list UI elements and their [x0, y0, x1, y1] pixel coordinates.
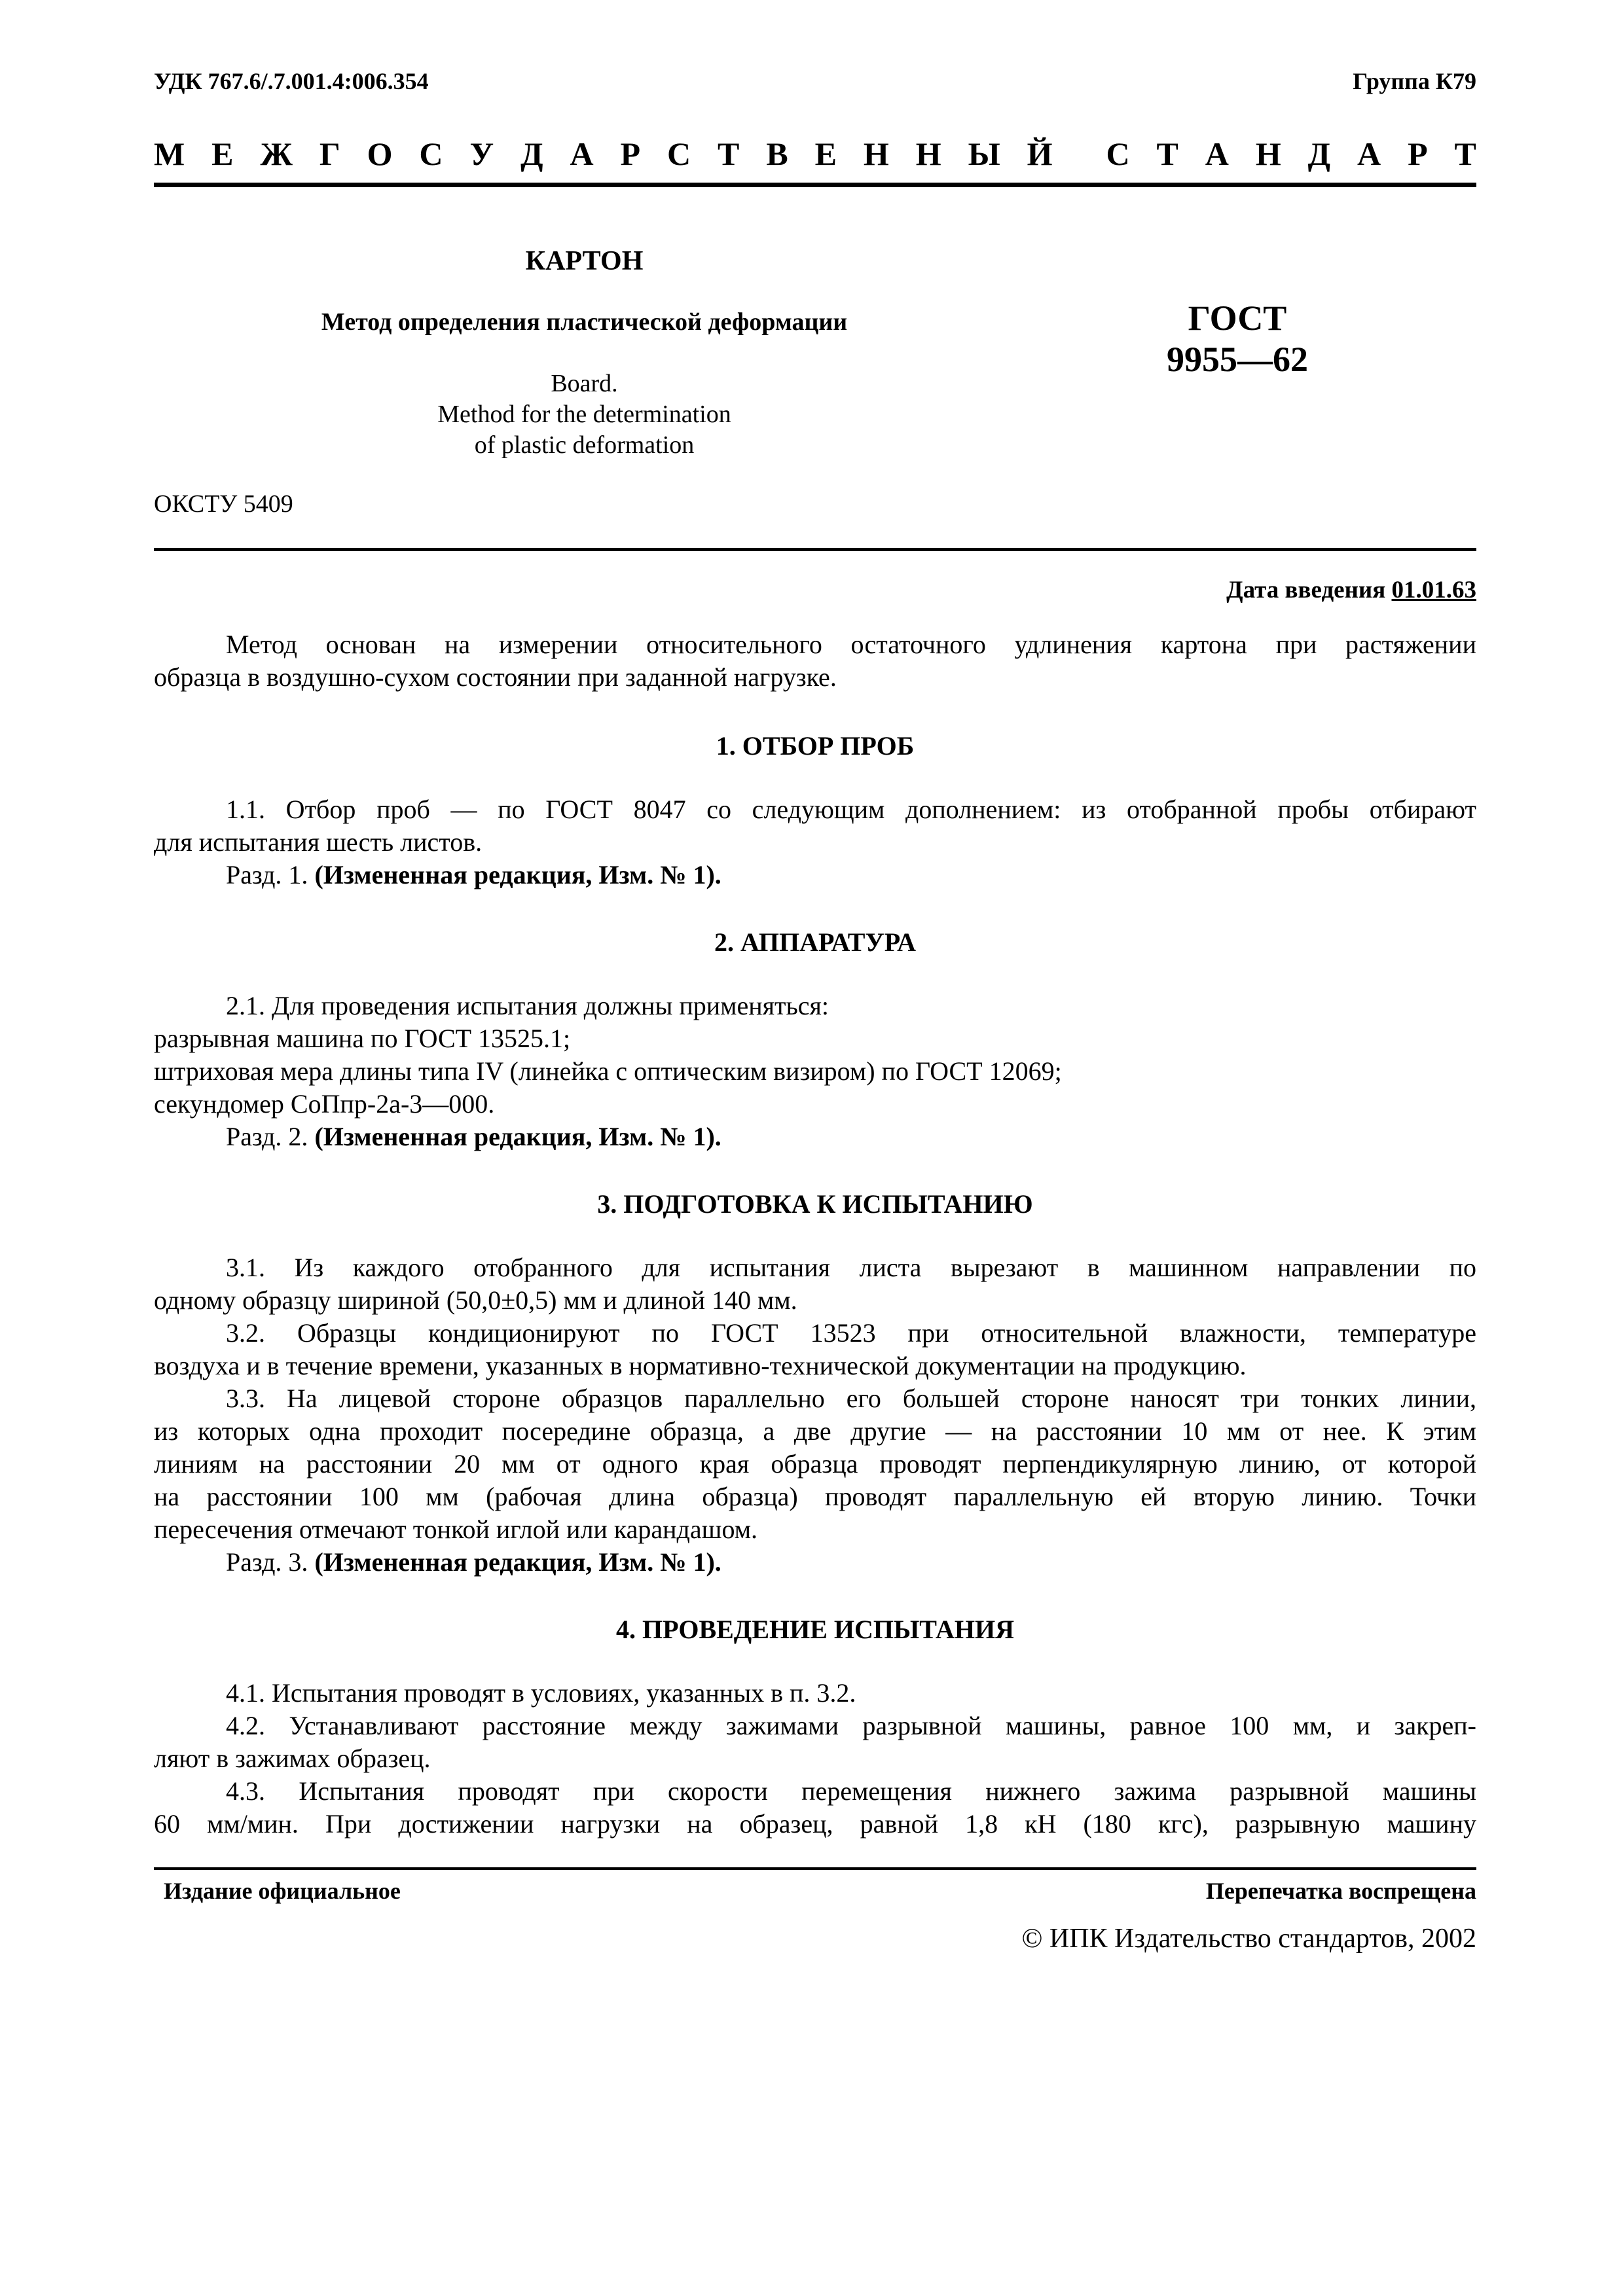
heading-letter: А — [570, 135, 594, 172]
heading-letter: Д — [1307, 135, 1331, 172]
heading-letter: Е — [814, 135, 837, 172]
udk-code: УДК 767.6/.7.001.4:006.354 — [154, 68, 429, 94]
heading-letter: Е — [211, 135, 234, 172]
heading-letter: Т — [1454, 135, 1476, 172]
heading-letter: Й — [1027, 135, 1053, 172]
heading-letter: Р — [620, 135, 641, 172]
group-code: Группа К79 — [1353, 68, 1476, 94]
heading-letter: Р — [1408, 135, 1428, 172]
gost-label: ГОСТ — [1188, 298, 1287, 338]
paragraph-2-1 — [154, 990, 1476, 1153]
heading-letter: Д — [520, 135, 543, 172]
intro-line: образца в воздушно-сухом состоянии при заданной нагрузке. — [154, 662, 837, 692]
equipment-item: разрывная машина по ГОСТ 13525.1; — [154, 1024, 571, 1053]
heading-letter: Г — [319, 135, 340, 172]
section-heading: 3. ПОДГОТОВКА К ИСПЫТАНИЮ — [597, 1189, 1033, 1219]
text-line: 3.3. На лицевой стороне образцов параллельно его большей стороне наносят три тонких линии, — [226, 1384, 1476, 1413]
heading-letter: Т — [718, 135, 740, 172]
amendment-prefix: Разд. 3. — [226, 1547, 308, 1577]
equipment-item: штриховая мера длины типа IV (линейка с оптическим визиром) по ГОСТ 12069; — [154, 1056, 1062, 1086]
heading-letter: С — [1106, 135, 1130, 172]
text-line: линиям на расстоянии 20 мм от одного края образца проводят перпендикулярную линию, от которой — [154, 1449, 1476, 1479]
text-line: из которых одна проходит посередине образца, а две другие — на расстоянии 10 мм от нее. К этим — [154, 1416, 1476, 1446]
section-heading: 2. АППАРАТУРА — [714, 927, 916, 957]
text-line: воздуха и в течение времени, указанных в нормативно-технической документации на продукцию. — [154, 1351, 1247, 1380]
heading-letter: Т — [1156, 135, 1178, 172]
heading-letter: Н — [863, 135, 889, 172]
heading-letter: М — [154, 135, 185, 172]
official-edition-note: Издание официальное — [164, 1878, 401, 1904]
heading-letter: С — [419, 135, 443, 172]
paragraph-4 — [154, 1677, 1476, 1840]
equipment-item: секундомер СоПпр-2а-3—000. — [154, 1089, 495, 1119]
text-line: одному образцу шириной (50,0±0,5) мм и длиной 140 мм. — [154, 1285, 797, 1315]
amendment-prefix: Разд. 1. — [226, 860, 308, 889]
section-heading: 4. ПРОВЕДЕНИЕ ИСПЫТАНИЯ — [616, 1615, 1014, 1644]
reprint-prohibited-note: Перепечатка воспрещена — [1205, 1878, 1476, 1904]
intro-paragraph — [154, 628, 1476, 694]
header-rule — [154, 183, 1476, 187]
text-line: 3.1. Из каждого отобранного для испытания листа вырезают в машинном направлении по — [226, 1253, 1476, 1282]
doc-subtitle: Метод определения пластической деформации — [321, 308, 848, 336]
text-line: 4.3. Испытания проводят при скорости перемещения нижнего зажима разрывной машины — [226, 1776, 1476, 1806]
heading-letter: А — [1357, 135, 1381, 172]
doc-title: КАРТОН — [525, 246, 644, 276]
text-line: пересечения отмечают тонкой иглой или карандашом. — [154, 1515, 758, 1544]
text-line: для испытания шесть листов. — [154, 827, 483, 857]
paragraph-1-1 — [154, 793, 1476, 891]
text-line: 4.2. Устанавливают расстояние между зажимами разрывной машины, равное 100 мм, и закреп- — [226, 1711, 1476, 1740]
intro-date-label: Дата введения — [1226, 577, 1386, 603]
intro-date — [1226, 576, 1476, 604]
heading-letter: У — [469, 135, 494, 172]
section-heading: 1. ОТБОР ПРОБ — [716, 731, 915, 761]
title-rule — [154, 548, 1476, 551]
amendment-note: (Измененная редакция, Изм. № 1). — [314, 1122, 721, 1151]
text-line: 1.1. Отбор проб — по ГОСТ 8047 со следующим дополнением: из отобранной пробы отбирают — [226, 795, 1476, 824]
footer-rule — [154, 1867, 1476, 1870]
text-line: 3.2. Образцы кондиционируют по ГОСТ 13523 при относительной влажности, температуре — [226, 1318, 1476, 1348]
okstu-code: ОКСТУ 5409 — [154, 490, 293, 518]
amendment-note: (Измененная редакция, Изм. № 1). — [314, 860, 721, 889]
amendment-note: (Измененная редакция, Изм. № 1). — [314, 1547, 721, 1577]
text-line: на расстоянии 100 мм (рабочая длина образца) проводят параллельную ей вторую линию. Точки — [154, 1482, 1476, 1511]
gost-code: 9955—62 — [1167, 340, 1308, 379]
intro-line: Метод основан на измерении относительного остаточного удлинения картона при растяжении — [226, 630, 1476, 659]
heading-letter: Н — [915, 135, 941, 172]
english-title — [154, 368, 1015, 461]
paragraph-3 — [154, 1251, 1476, 1579]
amendment-prefix: Разд. 2. — [226, 1122, 308, 1151]
heading-letter: А — [1205, 135, 1229, 172]
text-line: 4.1. Испытания проводят в условиях, указанных в п. 3.2. — [226, 1678, 856, 1708]
english-title-line: of plastic deformation — [474, 431, 695, 459]
heading-letter: Ы — [968, 135, 1000, 172]
copyright: © ИПК Издательство стандартов, 2002 — [1021, 1924, 1476, 1954]
text-line: 2.1. Для проведения испытания должны применяться: — [226, 991, 829, 1020]
english-title-line: Method for the determination — [437, 401, 731, 428]
text-line: 60 мм/мин. При достижении нагрузки на образец, равной 1,8 кН (180 кгс), разрывную машину — [154, 1809, 1476, 1839]
interstate-standard-heading — [154, 135, 1476, 173]
heading-letter: Ж — [260, 135, 293, 172]
english-title-line: Board. — [551, 370, 618, 397]
intro-date-value: 01.01.63 — [1391, 577, 1476, 603]
heading-letter: Н — [1255, 135, 1281, 172]
text-line: ляют в зажимах образец. — [154, 1744, 431, 1773]
heading-letter: С — [666, 135, 691, 172]
gost-number — [1074, 298, 1401, 380]
heading-letter: В — [766, 135, 788, 172]
heading-letter: О — [367, 135, 393, 172]
